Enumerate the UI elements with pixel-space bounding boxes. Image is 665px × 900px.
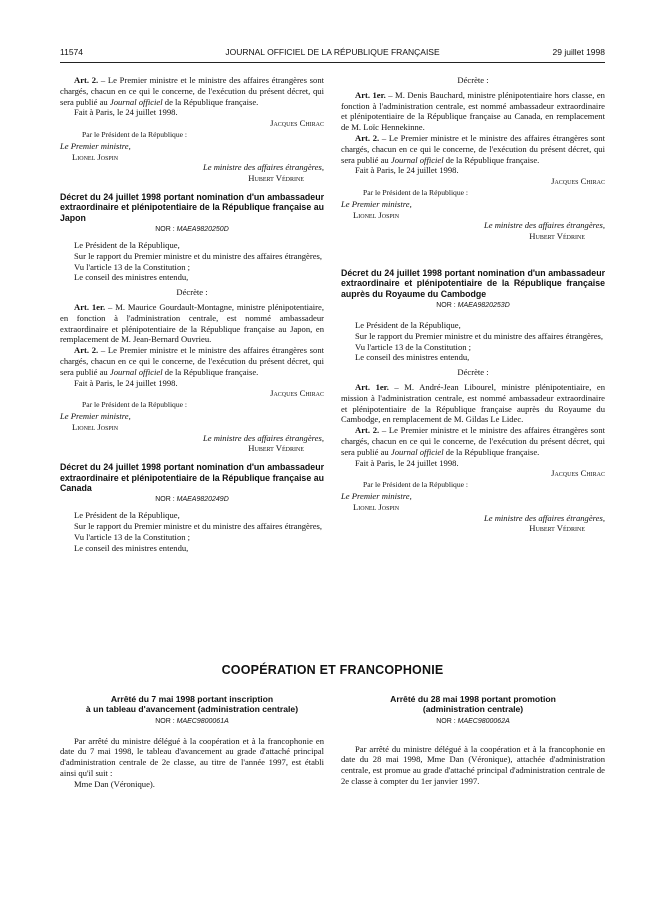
header-rule [60, 62, 605, 63]
arrete-promotion-title-2: (administration centrale) [422, 704, 524, 715]
left-column [60, 75, 324, 553]
par-le-president: Par le Président de la République : [82, 400, 188, 410]
article-2: Art. 2. – Le Premier ministre et le ministre des affaires étrangères sont chargés, chacun en ce qui le concerne, de l'exécution du présent décret, qui sera publié au Journal officiel de la République française. [60, 345, 324, 377]
president-signature: Jacques Chirac [551, 468, 605, 479]
decrete: Décrète : [457, 367, 489, 378]
conseil-entendu: Le conseil des ministres entendu, [74, 272, 189, 283]
decree-japon-title: Décret du 24 juillet 1998 portant nomination d'un ambassadeur extraordinaire et plénipotentiaire de la République française au Japon [60, 191, 324, 223]
sur-le-rapport: Sur le rapport du Premier ministre et du ministre des affaires étrangères, [355, 330, 604, 341]
article-2: Art. 2. – Le Premier ministre et le ministre des affaires étrangères sont chargés, chacun en ce qui le concerne, de l'exécution du présent décret, qui sera publié au Journal officiel de la République française. [60, 75, 324, 107]
minister-name: Hubert Védrine [529, 231, 585, 242]
le-president: Le Président de la République, [355, 319, 461, 330]
sur-le-rapport: Sur le rapport du Premier ministre et du ministre des affaires étrangères, [74, 520, 323, 531]
arrete-promotion-nor: NOR : MAEC9800062A [436, 717, 510, 725]
minister-title: Le ministre des affaires étrangères, [202, 432, 324, 443]
decree-canada-nor: NOR : MAEA9820249D [155, 496, 229, 504]
minister-name: Hubert Védrine [529, 523, 585, 534]
pm-title: Le Premier ministre, [341, 490, 412, 501]
decree-japon-nor: NOR : MAEA9820250D [155, 226, 229, 234]
par-le-president: Par le Président de la République : [363, 187, 469, 197]
minister-name: Hubert Védrine [248, 173, 304, 184]
article-1: Art. 1er. – M. Denis Bauchard, ministre plénipotentiaire hors classe, en fonction à l'administration centrale, est nommé ambassadeur extraordinaire et plénipotentiaire de la République française au Canada, en remplacement de M. Loïc Hennekinne. [341, 89, 605, 133]
decree-cambodge-nor: NOR : MAEA9820253D [436, 302, 510, 310]
minister-name: Hubert Védrine [248, 443, 304, 454]
minister-title: Le ministre des affaires étrangères, [483, 512, 605, 523]
pm-name: Lionel Jospin [353, 501, 400, 512]
article-1: Art. 1er. – M. André-Jean Libourel, ministre plénipotentiaire, en mission à l'administration centrale, est nommé ambassadeur extraordinaire et plénipotentiaire de la République française auprès du Royaume du Cambodge, en remplacement de M. Gildas Le Lidec. [341, 381, 606, 425]
president-signature: Jacques Chirac [551, 176, 605, 187]
fait-a-paris: Fait à Paris, le 24 juillet 1998. [74, 107, 178, 118]
pm-name: Lionel Jospin [353, 209, 400, 220]
pm-name: Lionel Jospin [72, 151, 119, 162]
le-president: Le Président de la République, [74, 239, 180, 250]
sur-le-rapport: Sur le rapport du Premier ministre et du ministre des affaires étrangères, [74, 250, 323, 261]
journal-title: JOURNAL OFFICIEL DE LA RÉPUBLIQUE FRANÇAISE [225, 47, 440, 57]
arrete-inscription-text: Par arrêté du ministre délégué à la coopération et à la francophonie en date du 7 mai 1998, le tableau d'avancement au grade d'attaché principal d'administration centrale de 2e classe, au titre de l'année 1997, est établi ainsi qu'il suit : [60, 735, 324, 778]
page-header [60, 47, 605, 59]
issue-date: 29 juillet 1998 [552, 47, 605, 57]
president-signature: Jacques Chirac [270, 388, 324, 399]
section-title: COOPÉRATION ET FRANCOPHONIE [221, 663, 444, 677]
fait-a-paris: Fait à Paris, le 24 juillet 1998. [355, 457, 459, 468]
arrete-promotion [341, 694, 605, 787]
decree-cambodge-title: Décret du 24 juillet 1998 portant nomination d'un ambassadeur extraordinaire et plénipotentiaire de la République française auprès du Royaume du Cambodge [341, 267, 605, 299]
conseil-entendu: Le conseil des ministres entendu, [355, 352, 470, 363]
right-column [341, 75, 605, 534]
arrete-inscription-nor: NOR : MAEC9800061A [155, 717, 229, 725]
decrete: Décrète : [457, 75, 489, 85]
fait-a-paris: Fait à Paris, le 24 juillet 1998. [74, 377, 178, 388]
le-president: Le Président de la République, [74, 510, 180, 521]
article-2: Art. 2. – Le Premier ministre et le ministre des affaires étrangères sont chargés, chacun en ce qui le concerne, de l'exécution du présent décret, qui sera publié au Journal officiel de la République française. [341, 425, 605, 457]
arrete-promotion-title-1: Arrêté du 28 mai 1998 portant promotion [390, 694, 556, 704]
vu-constitution: Vu l'article 13 de la Constitution ; [355, 341, 472, 352]
page-number: 11574 [60, 47, 84, 57]
pm-title: Le Premier ministre, [341, 198, 412, 209]
fait-a-paris: Fait à Paris, le 24 juillet 1998. [355, 165, 459, 176]
article-1: Art. 1er. – M. Maurice Gourdault-Montagne, ministre plénipotentiaire, en fonction à l'administration centrale, est nommé ambassadeur extraordinaire et plénipotentiaire de la République française au Japon, en remplacement de M. Jean-Bernard Ouvrieu. [60, 301, 324, 345]
minister-title: Le ministre des affaires étrangères, [202, 162, 324, 173]
arrete-inscription-title-2: à un tableau d'avancement (administration centrale) [85, 704, 299, 715]
vu-constitution: Vu l'article 13 de la Constitution ; [74, 531, 191, 542]
arrete-inscription-title-1: Arrêté du 7 mai 1998 portant inscription [110, 694, 274, 704]
arrete-promotion-text: Par arrêté du ministre délégué à la coopération et à la francophonie en date du 28 mai 1998, Mme Dan (Véronique), attachée d'administration centrale, est promue au grade d'attaché principal d'administration centrale de 2e classe à compter du 1er janvier 1997. [341, 743, 605, 786]
vu-constitution: Vu l'article 13 de la Constitution ; [74, 261, 191, 272]
article-2: Art. 2. – Le Premier ministre et le ministre des affaires étrangères sont chargés, chacun en ce qui le concerne, de l'exécution du présent décret, qui sera publié au Journal officiel de la République française. [341, 132, 605, 165]
minister-title: Le ministre des affaires étrangères, [483, 220, 605, 231]
pm-name: Lionel Jospin [72, 421, 119, 432]
president-signature: Jacques Chirac [270, 118, 324, 129]
conseil-entendu: Le conseil des ministres entendu, [74, 542, 189, 553]
par-le-president: Par le Président de la République : [82, 129, 188, 139]
decree-canada-title: Décret du 24 juillet 1998 portant nomination d'un ambassadeur extraordinaire et plénipotentiaire de la République française au Canada [60, 462, 324, 493]
arrete-inscription [60, 694, 324, 790]
pm-title: Le Premier ministre, [60, 410, 131, 421]
arrete-inscription-name: Mme Dan (Véronique). [74, 778, 155, 789]
decrete: Décrète : [176, 287, 208, 298]
par-le-president: Par le Président de la République : [363, 480, 469, 490]
pm-title: Le Premier ministre, [60, 140, 131, 151]
